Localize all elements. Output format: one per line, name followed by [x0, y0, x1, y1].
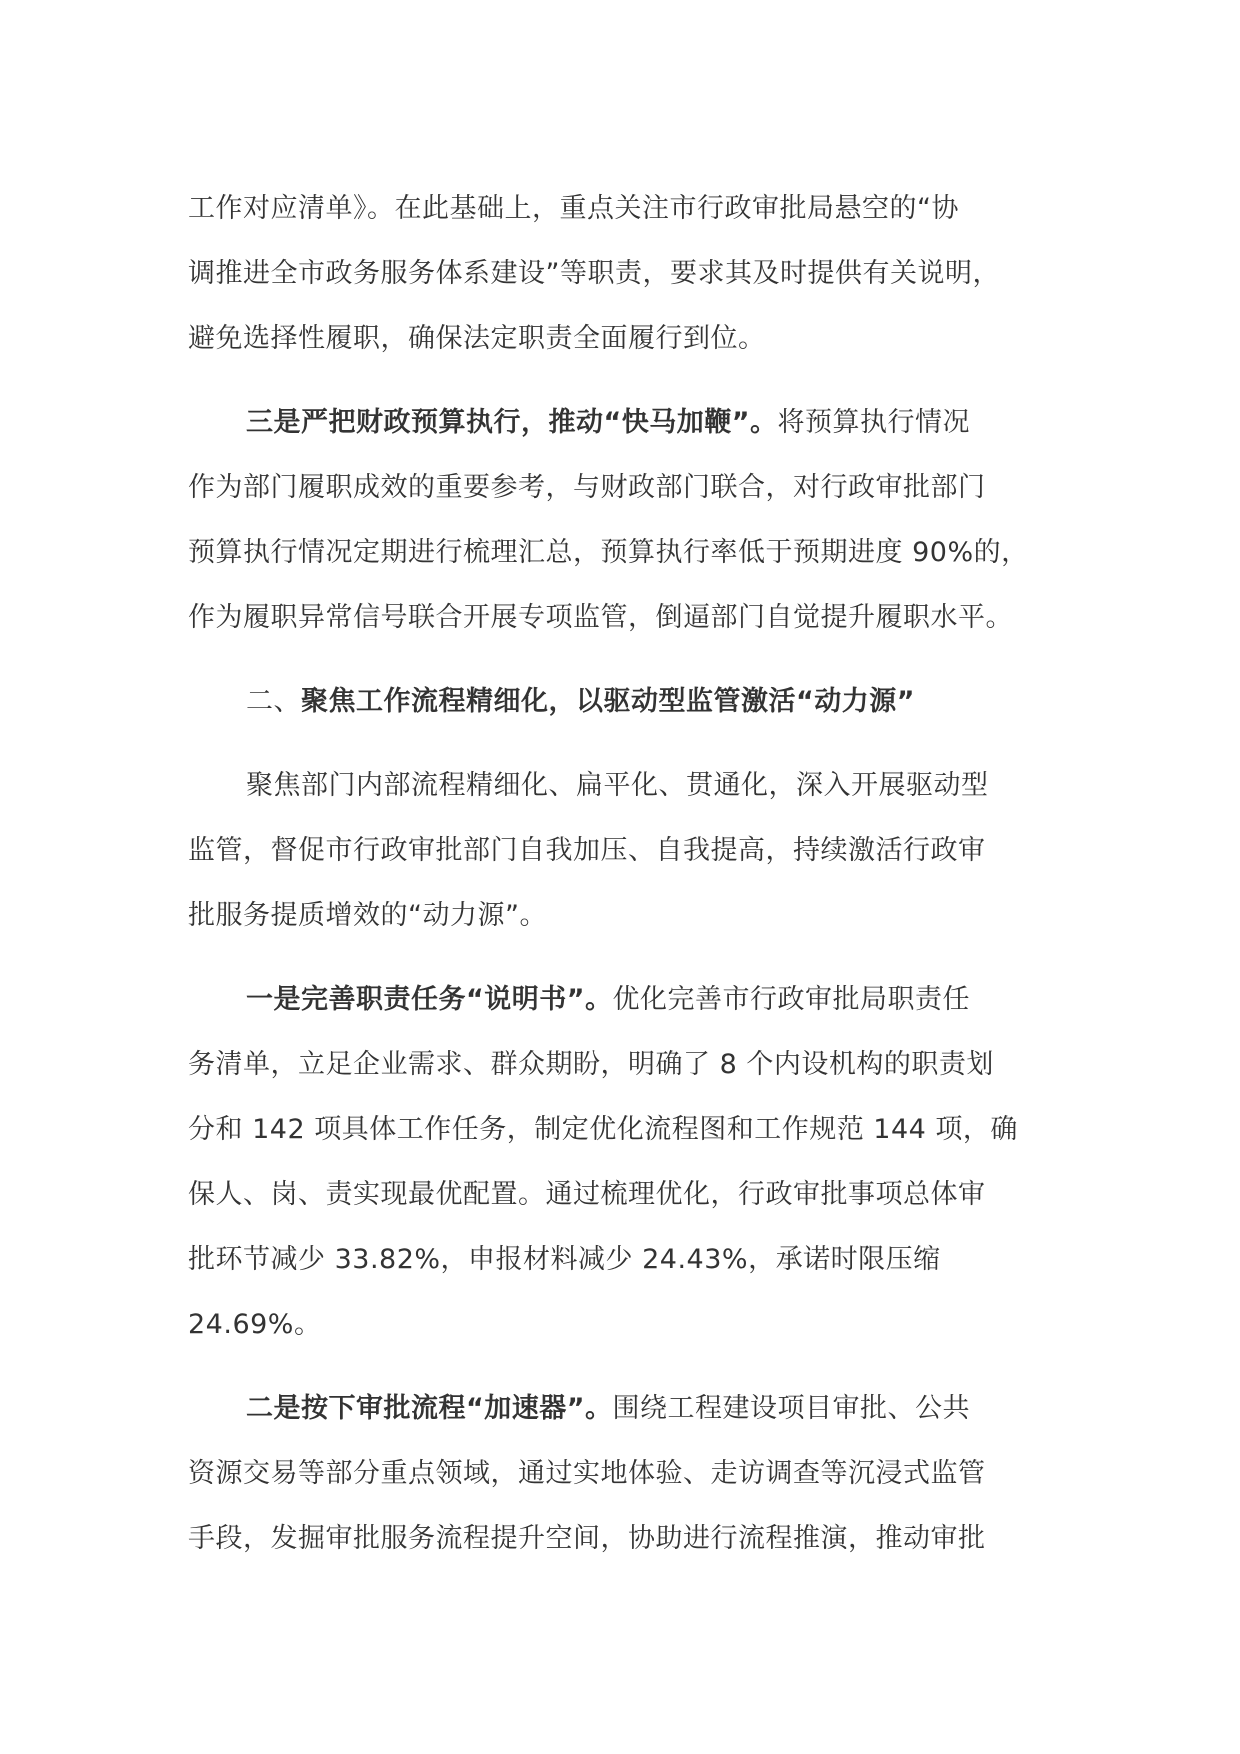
- text-run: 将预算执行情况: [777, 407, 970, 438]
- paragraph-list-context: [188, 176, 1088, 371]
- paragraph-lead-bold: 二是按下审批流程“加速器”。: [246, 1393, 613, 1424]
- text-line: 聚焦部门内部流程精细化、扁平化、贯通化，深入开展驱动型: [246, 770, 989, 801]
- document-body: [188, 176, 1088, 1590]
- text-run: 围绕工程建设项目审批、公共: [612, 1393, 970, 1424]
- paragraph-budget-execution: [188, 390, 1088, 650]
- text-line: [188, 390, 1088, 455]
- paragraph-section-intro: [188, 753, 1088, 948]
- text-run: 优化完善市行政审批局职责任: [612, 984, 970, 1015]
- text-line: 作为部门履职成效的重要参考，与财政部门联合，对行政审批部门: [188, 472, 986, 503]
- text-line: [188, 1376, 1088, 1441]
- paragraph-lead-bold: 一是完善职责任务“说明书”。: [246, 984, 613, 1015]
- text-line: 批服务提质增效的“动力源”。: [188, 900, 547, 931]
- section-heading: [188, 669, 1088, 734]
- text-line: [188, 669, 1088, 734]
- text-line: 手段，发掘审批服务流程提升空间，协助进行流程推演，推动审批: [188, 1523, 986, 1554]
- text-line: 避免选择性履职，确保法定职责全面履行到位。: [188, 323, 766, 354]
- text-line: 分和 142 项具体工作任务，制定优化流程图和工作规范 144 项，确: [188, 1114, 1018, 1145]
- paragraph-duty-manual: [188, 967, 1088, 1357]
- text-line: [188, 967, 1088, 1032]
- text-line: 务清单，立足企业需求、群众期盼，明确了 8 个内设机构的职责划: [188, 1049, 994, 1080]
- text-line: 保人、岗、责实现最优配置。通过梳理优化，行政审批事项总体审: [188, 1179, 986, 1210]
- text-line: 批环节减少 33.82%，申报材料减少 24.43%，承诺时限压缩: [188, 1244, 941, 1275]
- heading-number: 二、: [246, 686, 301, 717]
- paragraph-lead-bold: 三是严把财政预算执行，推动“快马加鞭”。: [246, 407, 778, 438]
- paragraph-approval-accelerator: [188, 1376, 1088, 1571]
- text-line: 资源交易等部分重点领域，通过实地体验、走访调查等沉浸式监管: [188, 1458, 986, 1489]
- text-line: 作为履职异常信号联合开展专项监管，倒逼部门自觉提升履职水平。: [188, 602, 1013, 633]
- heading-title: 聚焦工作流程精细化，以驱动型监管激活“动力源”: [301, 686, 915, 717]
- text-line: 工作对应清单》。在此基础上，重点关注市行政审批局悬空的“协: [188, 193, 959, 224]
- text-line: 预算执行情况定期进行梳理汇总，预算执行率低于预期进度 90%的，: [188, 537, 1029, 568]
- text-line: 监管，督促市行政审批部门自我加压、自我提高，持续激活行政审: [188, 835, 986, 866]
- text-line: 调推进全市政务服务体系建设”等职责，要求其及时提供有关说明，: [188, 258, 1000, 289]
- text-line: 24.69%。: [188, 1309, 322, 1340]
